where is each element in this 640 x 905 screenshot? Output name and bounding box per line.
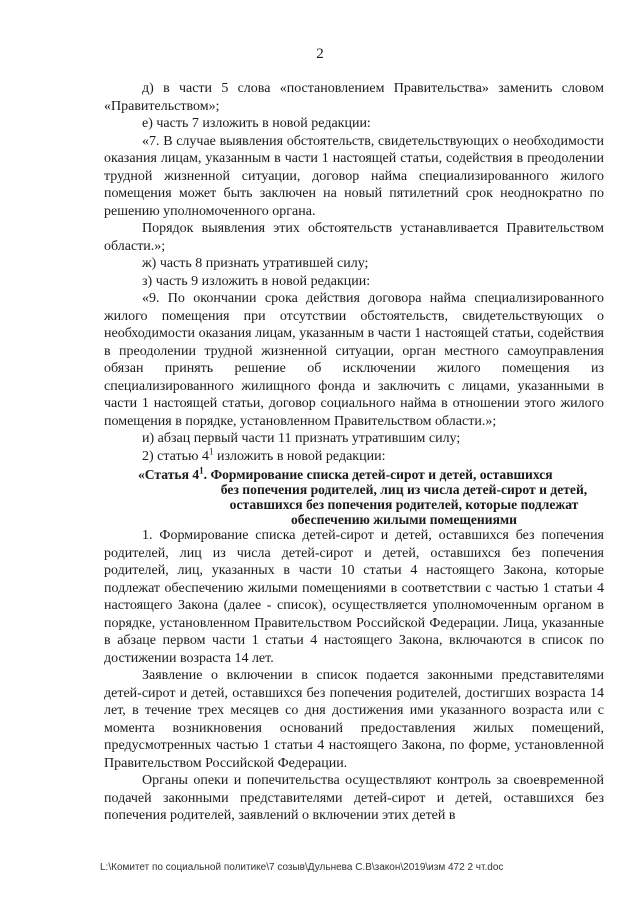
article-paragraph-2: Заявление о включении в список подается законными представителями детей-сирот и детей, оставшихся без попечения родителей, достигших возраста 14 лет, в течение трех месяцев со дня достижения ими указанного возраста или с момента возникновения оснований предоставления жилых помещений, предусмотренных частью 1 статьи 4 настоящего Закона, по форме, установленной Правительством Российской Федерации. <box>104 668 604 771</box>
article-heading-superscript: 1 <box>199 465 204 476</box>
amendment-item-e: е) часть 7 изложить в новой редакции: <box>142 116 371 131</box>
file-path-footer: L:\Комитет по социальной политике\7 созыв\Дульнева С.В\закон\2019\изм 472 2 чт.doc <box>100 862 504 873</box>
item-2-text-before: 2) статью 4 <box>142 448 209 464</box>
part-9-paragraph: «9. По окончании срока действия договора найма специализированного жилого помещения при отсутствии обстоятельств, свидетельствующих о необходимости оказания лицам, указанным в части 1 настоящей статьи, содействия в преодолении трудной жизненной ситуации, орган местного самоуправления обязан принять решение об исключении жилого помещения из специализированного жилищного фонда и заключить с лицами, указанными в части 1 настоящей статьи, договор социального найма в отношении этого жилого помещения в порядке, установленном Правительством области.»; <box>104 291 604 429</box>
article-paragraph-1: 1. Формирование списка детей-сирот и детей, оставшихся без попечения родителей, лиц из числа детей-сирот и детей, оставшихся без попечения родителей, лиц, указанных в части 10 статьи 4 настоящего Закона, которые подлежат обеспечению жилыми помещениями в соответствии с частью 1 статьи 4 настоящего Закона (далее - список), осуществляется уполномоченным органом в порядке, установленном Правительством Российской Федерации. Лица, указанные в абзаце первом части 1 статьи 4 настоящего Закона, включаются в список по достижении возраста 14 лет. <box>104 528 604 666</box>
part-7-paragraph: «7. В случае выявления обстоятельств, свидетельствующих о необходимости оказания лицам, указанным в части 1 настоящей статьи, содействия в преодолении трудной жизненной ситуации, договор найма специализированного жилого помещения может быть заключен на новый пятилетний срок неоднократно по решению уполномоченного органа. <box>104 133 604 219</box>
part-7-procedure-paragraph: Порядок выявления этих обстоятельств устанавливается Правительством области.»; <box>104 221 604 254</box>
article-heading-prefix: «Статья 4 <box>138 467 200 482</box>
amendment-item-2 <box>104 445 604 466</box>
article-paragraph-3: Органы опеки и попечительства осуществляют контроль за своевременной подачей законными представителями детей-сирот и детей, оставшихся без попечения родителей, заявлений о включении этих детей в <box>104 773 604 823</box>
article-heading-rest: без попечения родителей, лиц из числа детей-сирот и детей, оставшихся без попечения родителей, которые подлежат обеспечению жилыми помещениями <box>220 482 588 527</box>
document-body <box>104 80 604 825</box>
page-number: 2 <box>316 46 324 62</box>
amendment-item-zh: ж) часть 8 признать утратившей силу; <box>142 256 369 271</box>
amendment-item-z: з) часть 9 изложить в новой редакции: <box>142 273 371 289</box>
item-2-text-after: изложить в новой редакции: <box>213 448 386 464</box>
amendment-item-d: д) в части 5 слова «постановлением Правительства» заменить словом «Правительством»; <box>104 81 604 114</box>
article-heading <box>138 467 604 527</box>
item-2-superscript: 1 <box>208 445 214 456</box>
article-heading-line1: . Формирование списка детей-сирот и детей, оставшихся <box>203 467 553 482</box>
amendment-item-i: и) абзац первый части 11 признать утратившим силу; <box>142 431 461 446</box>
